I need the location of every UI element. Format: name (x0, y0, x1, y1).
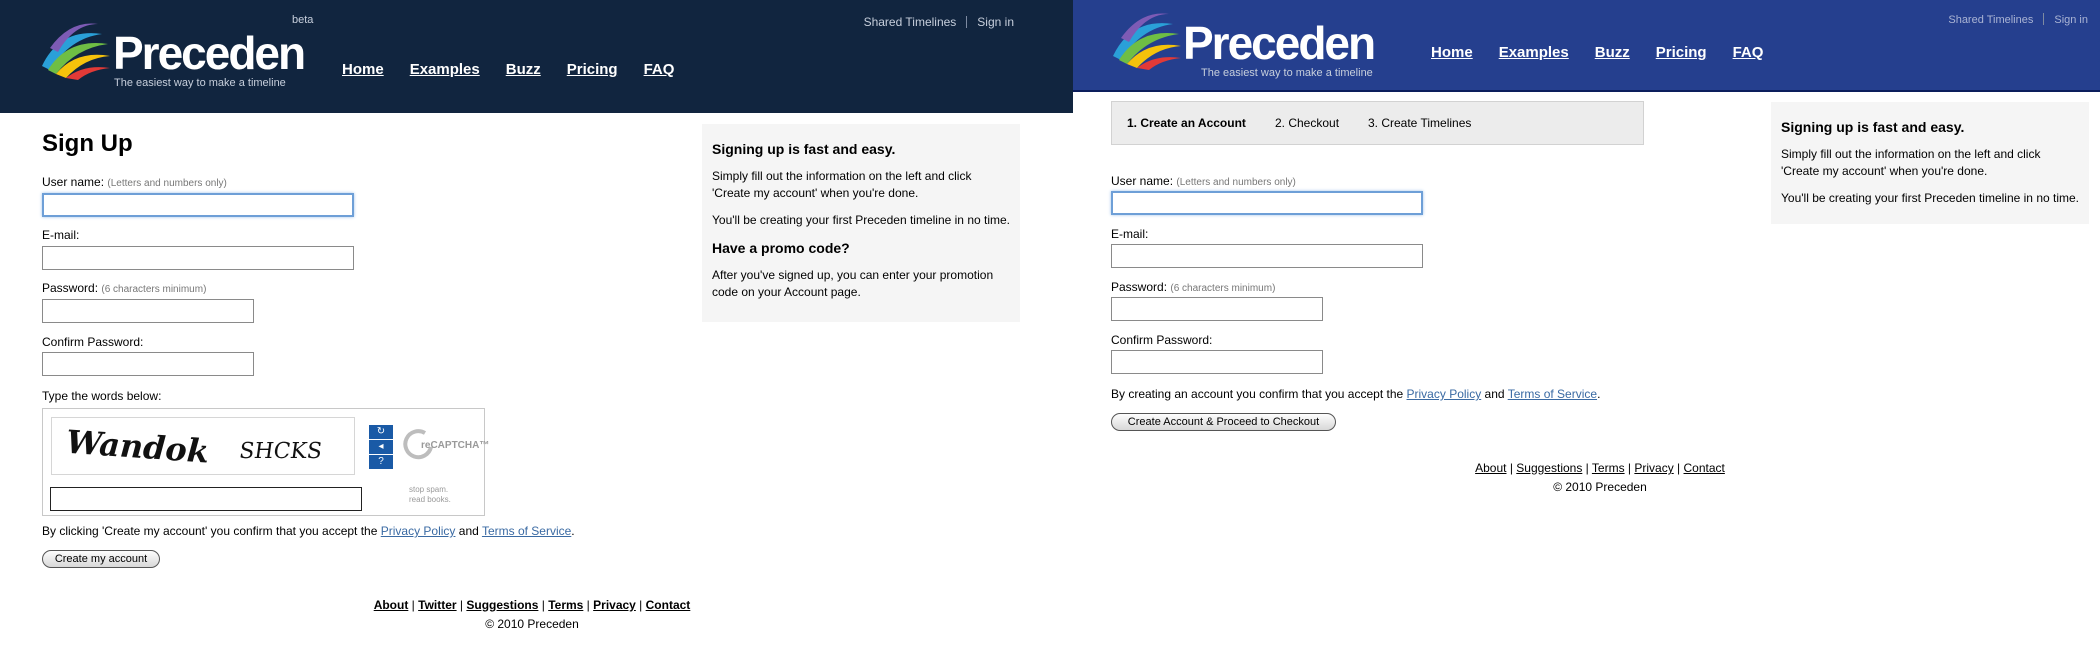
logo[interactable] (40, 18, 305, 93)
footer (332, 596, 732, 634)
footer-suggestions[interactable]: Suggestions (466, 598, 539, 612)
recaptcha-logo (403, 425, 490, 466)
confirm-password-label: Confirm Password: (1111, 333, 1213, 347)
privacy-policy-link[interactable]: Privacy Policy (1406, 387, 1482, 401)
shared-timelines-link[interactable]: Shared Timelines (1948, 14, 2034, 26)
site-header (1073, 0, 2100, 92)
sidebar-text: You'll be creating your first Preceden timeline in no time. (1781, 191, 2080, 205)
footer-about[interactable]: About (1475, 461, 1507, 475)
username-label: User name: (Letters and numbers only) (1111, 174, 1296, 188)
nav-pricing[interactable]: Pricing (1655, 44, 1707, 61)
step-create-account: 1. Create an Account (1127, 116, 1246, 130)
nav-home[interactable]: Home (1431, 44, 1473, 61)
tagline: The easiest way to make a timeline (1201, 67, 1373, 79)
svg-text:SHCKS: SHCKS (237, 438, 324, 464)
copyright: © 2010 Preceden (485, 617, 579, 631)
password-label: Password: (6 characters minimum) (1111, 280, 1276, 294)
username-field[interactable] (42, 193, 354, 217)
nav-examples[interactable]: Examples (1498, 44, 1569, 61)
nav-examples[interactable]: Examples (409, 61, 480, 78)
create-account-button[interactable]: Create my account (42, 550, 160, 568)
terms-of-service-link[interactable]: Terms of Service (1507, 387, 1598, 401)
divider (966, 16, 967, 28)
confirm-password-field[interactable] (42, 352, 254, 376)
agreement-text: By creating an account you confirm that you accept the Privacy Policy and Terms of Service. (1111, 387, 1601, 401)
sidebar-heading: Signing up is fast and easy. (712, 141, 896, 157)
captcha-slogan: stop spam. read books. (409, 485, 451, 504)
footer-about[interactable]: About (373, 598, 409, 612)
username-field[interactable] (1111, 191, 1423, 215)
svg-text:reCAPTCHA™: reCAPTCHA™ (421, 440, 490, 451)
recaptcha-icon (403, 425, 490, 461)
sidebar-heading: Signing up is fast and easy. (1781, 119, 1965, 135)
username-label: User name: (Letters and numbers only) (42, 175, 227, 189)
terms-of-service-link[interactable]: Terms of Service (481, 524, 572, 538)
promo-heading: Have a promo code? (712, 240, 850, 256)
logo-text: Preceden (113, 27, 305, 79)
promo-text: After you've signed up, you can enter your promotion code on your Account page. (712, 268, 994, 299)
captcha-input[interactable] (50, 487, 362, 511)
site-header (0, 0, 1073, 113)
email-label: E-mail: (42, 228, 80, 242)
username-hint: (Letters and numbers only) (107, 178, 227, 189)
main-nav (342, 61, 700, 78)
step-create-timelines: 3. Create Timelines (1368, 116, 1472, 130)
nav-home[interactable]: Home (342, 61, 384, 78)
signup-info-sidebar (1771, 102, 2089, 224)
footer-privacy[interactable]: Privacy (593, 598, 636, 612)
footer-terms[interactable]: Terms (1591, 461, 1625, 475)
signup-info-sidebar (702, 124, 1020, 322)
checkout-steps (1111, 101, 1644, 145)
email-field[interactable] (42, 246, 354, 270)
nav-faq[interactable]: FAQ (1732, 44, 1764, 61)
captcha-image (51, 417, 355, 475)
main-nav (1431, 44, 1789, 61)
password-field[interactable] (1111, 297, 1323, 321)
sign-in-link[interactable]: Sign in (977, 15, 1014, 29)
nav-buzz[interactable]: Buzz (505, 61, 541, 78)
sidebar-text: You'll be creating your first Preceden timeline in no time. (712, 213, 1011, 227)
preceden-logo-icon (40, 18, 110, 78)
confirm-password-label: Confirm Password: (42, 335, 144, 349)
logo[interactable] (1111, 8, 1381, 83)
email-label: E-mail: (1111, 227, 1149, 241)
preceden-logo-icon (1111, 8, 1181, 68)
confirm-password-field[interactable] (1111, 350, 1323, 374)
footer (1400, 459, 1800, 497)
sidebar-text: Simply fill out the information on the left and click 'Create my account' when you're done. (1781, 147, 2041, 178)
sidebar-text: Simply fill out the information on the left and click 'Create my account' when you're done. (712, 169, 972, 200)
footer-privacy[interactable]: Privacy (1634, 461, 1674, 475)
footer-terms[interactable]: Terms (548, 598, 584, 612)
tagline: The easiest way to make a timeline (114, 77, 286, 89)
footer-contact[interactable]: Contact (645, 598, 691, 612)
audio-icon[interactable]: ◂ (369, 440, 393, 454)
email-field[interactable] (1111, 244, 1423, 268)
footer-suggestions[interactable]: Suggestions (1516, 461, 1583, 475)
page-title: Sign Up (42, 130, 133, 157)
svg-text:Wandok: Wandok (64, 422, 211, 471)
agreement-text: By clicking 'Create my account' you confirm that you accept the Privacy Policy and Terms of Service. (42, 524, 575, 538)
help-icon[interactable]: ? (369, 455, 393, 469)
create-account-checkout-button[interactable]: Create Account & Proceed to Checkout (1111, 413, 1336, 431)
captcha-label: Type the words below: (42, 389, 162, 403)
step-checkout: 2. Checkout (1275, 116, 1340, 130)
beta-badge: beta (292, 14, 314, 26)
password-hint: (6 characters minimum) (1170, 283, 1276, 294)
footer-links: About | Twitter | Suggestions | Terms | Privacy | Contact (373, 598, 691, 612)
footer-links: About | Suggestions | Terms | Privacy | Contact (1475, 461, 1725, 475)
password-field[interactable] (42, 299, 254, 323)
nav-faq[interactable]: FAQ (643, 61, 675, 78)
footer-twitter[interactable]: Twitter (418, 598, 457, 612)
footer-contact[interactable]: Contact (1683, 461, 1725, 475)
copyright: © 2010 Preceden (1553, 480, 1647, 494)
signup-page-v2 (1073, 0, 2100, 664)
sign-in-link[interactable]: Sign in (2054, 14, 2088, 26)
nav-buzz[interactable]: Buzz (1594, 44, 1630, 61)
shared-timelines-link[interactable]: Shared Timelines (863, 15, 957, 29)
password-label: Password: (6 characters minimum) (42, 281, 207, 295)
privacy-policy-link[interactable]: Privacy Policy (380, 524, 456, 538)
divider (2043, 13, 2044, 25)
logo-text: Preceden (1183, 17, 1375, 69)
top-links (1948, 13, 2088, 26)
username-hint: (Letters and numbers only) (1176, 177, 1296, 188)
top-links (864, 15, 1014, 29)
password-hint: (6 characters minimum) (101, 284, 207, 295)
refresh-icon[interactable]: ↻ (369, 425, 393, 439)
captcha-widget (42, 408, 490, 516)
nav-pricing[interactable]: Pricing (566, 61, 618, 78)
